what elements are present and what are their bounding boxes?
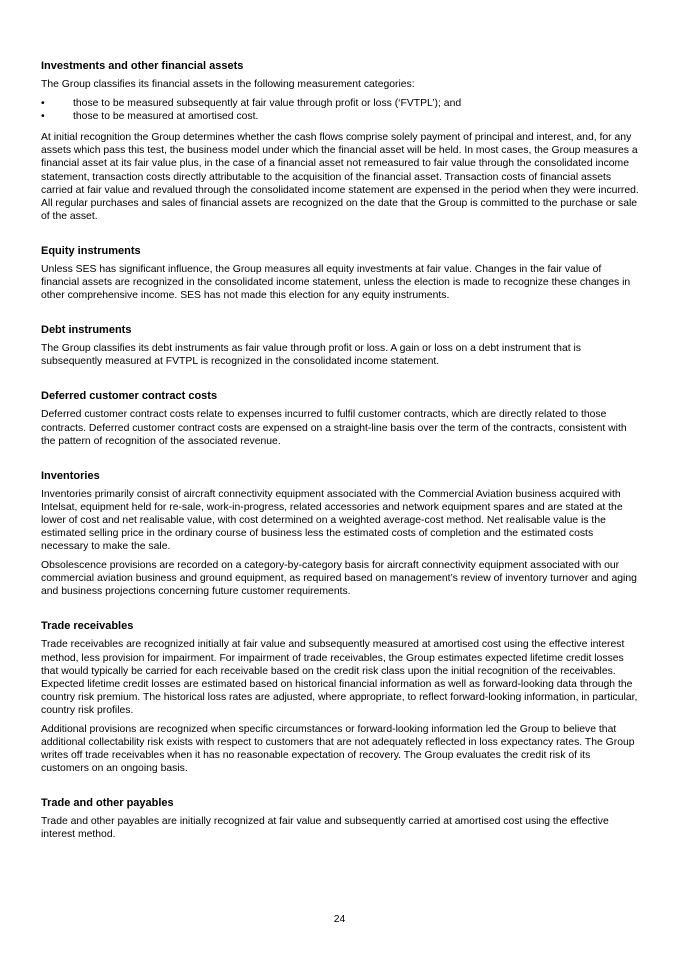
bullet-icon: • [41,111,45,123]
section-equity-instruments [41,244,641,302]
section-investments [41,59,641,223]
section-deferred-contract-costs [41,389,641,447]
paragraph: Trade and other payables are initially recognized at fair value and subsequently carried at amortised cost using the effective interest method. [41,816,609,841]
section-heading: Trade receivables [41,620,134,633]
section-heading: Inventories [41,469,100,482]
list-item [41,97,641,110]
list-item-text: those to be measured subsequently at fair value through profit or loss (‘FVTPL’); and [73,98,462,110]
section-trade-payables [41,796,641,841]
bullet-list [41,97,641,123]
list-item [41,110,641,123]
paragraph: Obsolescence provisions are recorded on a category-by-category basis for aircraft connectivity equipment associated with our commercial aviation business and ground equipment, as required based on management’s review of inventory turnover and aging and business projections concerning future customer requirements. [41,560,637,598]
section-heading: Deferred customer contract costs [41,390,218,403]
bullet-icon: • [41,98,45,110]
paragraph: Trade receivables are recognized initially at fair value and subsequently measured at amortised cost using the effective interest method, less provision for impairment. For impairment of trade receivables, the Group estimates expected lifetime credit losses that would typically be carried for each receivable based on the credit risk class upon the initial recognition of the receivables. Expected lifetime credit losses are estimated based on historical financial information as well as forward-looking data through the country risk premium. The historical loss rates are adjusted, where appropriate, to reflect forward-looking information, in particular, country risk profiles. [41,639,638,716]
paragraph: Unless SES has significant influence, the Group measures all equity investments at fair value. Changes in the fair value of financial assets are recognized in the consolidated income statement, unless the election is made to recognize these changes in other comprehensive income. SES has not made this election for any equity instruments. [41,263,631,302]
section-trade-receivables [41,619,641,775]
page-number: 24 [333,914,346,925]
section-heading: Trade and other payables [41,797,174,810]
list-item-text: those to be measured at amortised cost. [73,111,259,123]
section-heading: Investments and other financial assets [41,60,244,72]
section-heading: Equity instruments [41,244,141,257]
section-heading: Debt instruments [41,324,132,337]
paragraph: At initial recognition the Group determines whether the cash flows comprise solely payment of principal and interest, and, for any assets which pass this test, the business model under which the financial asset will be held. In most cases, the Group measures a financial asset at its fair value plus, in the case of a financial asset not remeasured to fair value through the consolidated income statement, transaction costs directly attributable to the acquisition of the financial asset. Transaction costs of financial assets carried at fair value and revalued through the consolidated income statement are expensed in the period when they were incurred. All regular purchases and sales of financial assets are recognized on the date that the Group is committed to the purchase or sale of the asset. [41,132,639,222]
section-debt-instruments [41,323,641,368]
section-inventories [41,469,641,599]
paragraph: Inventories primarily consist of aircraft connectivity equipment associated with the Commercial Aviation business acquired with Intelsat, equipment held for re-sale, work-in-progress, related accessories and network equipment spares and are stated at the lower of cost and net realisable value, with cost determined on a weighted average-cost method. Net realisable value is the estimated selling price in the ordinary course of business less the estimated costs of completion and the estimated costs necessary to make the sale. [41,488,623,553]
paragraph: The Group classifies its debt instruments as fair value through profit or loss. A gain or loss on a debt instrument that is subsequently measured at FVTPL is recognized in the consolidated income statement. [41,343,582,368]
paragraph: Additional provisions are recognized when specific circumstances or forward-looking information led the Group to believe that additional collectability risk exists with respect to customers that are not adequately reflected in loss expectancy rates. The Group writes off trade receivables when it has no reasonable expectation of recovery. The Group evaluates the credit risk of its customers on an ongoing basis. [41,724,635,775]
document-body [41,59,641,863]
paragraph: The Group classifies its financial assets in the following measurement categories: [41,79,415,90]
paragraph: Deferred customer contract costs relate to expenses incurred to fulfil customer contracts, which are directly related to those contracts. Deferred customer contract costs are expensed on a straight-line basis over the term of the contracts, consistent with the pattern of recognition of the associated revenue. [41,409,627,447]
